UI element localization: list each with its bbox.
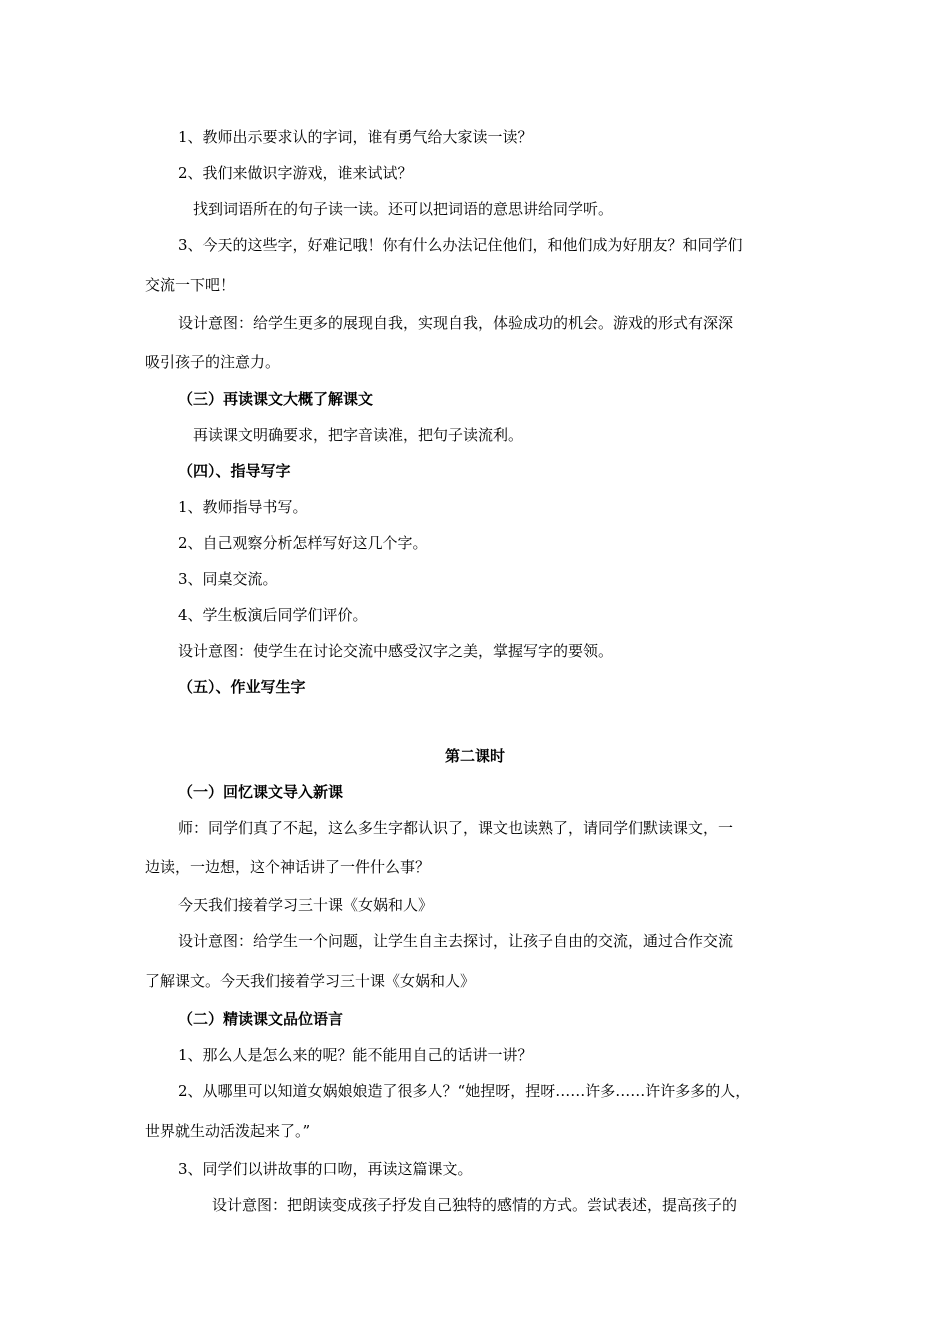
paragraph-line: 2、自己观察分析怎样写好这几个字。 bbox=[178, 534, 428, 552]
paragraph-line: 今天我们接着学习三十课《女娲和人》 bbox=[178, 896, 434, 914]
paragraph-line: 3、同学们以讲故事的口吻，再读这篇课文。 bbox=[178, 1160, 473, 1178]
paragraph-line: 3、今天的这些字，好难记哦！你有什么办法记住他们，和他们成为好朋友？和同学们 bbox=[178, 236, 743, 254]
paragraph-line: 4、学生板演后同学们评价。 bbox=[178, 606, 368, 624]
paragraph-line: 2、我们来做识字游戏，谁来试试？ bbox=[178, 164, 413, 182]
paragraph-line: 设计意图：使学生在讨论交流中感受汉字之美，掌握写字的要领。 bbox=[178, 642, 614, 660]
paragraph-line: 3、同桌交流。 bbox=[178, 570, 278, 588]
paragraph-line: 2、从哪里可以知道女娲娘娘造了很多人？“她捏呀，捏呀……许多……许许多多的人， bbox=[178, 1082, 751, 1100]
paragraph-line: 设计意图：给学生更多的展现自我，实现自我，体验成功的机会。游戏的形式有深深 bbox=[178, 314, 734, 332]
section-heading: （三）再读课文大概了解课文 bbox=[178, 390, 374, 408]
section-heading: （一）回忆课文导入新课 bbox=[178, 783, 344, 801]
paragraph-line: 1、教师指导书写。 bbox=[178, 498, 308, 516]
section-heading: （四）、指导写字 bbox=[178, 462, 291, 480]
paragraph-line: 1、那么人是怎么来的呢？能不能用自己的话讲一讲？ bbox=[178, 1046, 533, 1064]
paragraph-line: 交流一下吧！ bbox=[145, 276, 236, 294]
paragraph-line: 设计意图：把朗读变成孩子抒发自己独特的感情的方式。尝试表述，提高孩子的 bbox=[212, 1196, 738, 1214]
paragraph-line: 师：同学们真了不起，这么多生字都认识了，课文也读熟了，请同学们默读课文，一 bbox=[178, 819, 734, 837]
paragraph-line: 找到词语所在的句子读一读。还可以把词语的意思讲给同学听。 bbox=[193, 200, 614, 218]
paragraph-line: 1、教师出示要求认的字词，谁有勇气给大家读一读？ bbox=[178, 128, 533, 146]
paragraph-line: 边读，一边想，这个神话讲了一件什么事？ bbox=[145, 858, 431, 876]
paragraph-line: 设计意图：给学生一个问题，让学生自主去探讨，让孩子自由的交流，通过合作交流 bbox=[178, 932, 734, 950]
paragraph-line: 吸引孩子的注意力。 bbox=[145, 353, 281, 371]
paragraph-line: 世界就生动活泼起来了。” bbox=[145, 1122, 311, 1140]
lesson-title: 第二课时 bbox=[444, 747, 505, 765]
section-heading: （五）、作业写生字 bbox=[178, 678, 306, 696]
section-heading: （二）精读课文品位语言 bbox=[178, 1010, 344, 1028]
paragraph-line: 再读课文明确要求，把字音读准，把句子读流利。 bbox=[193, 426, 524, 444]
paragraph-line: 了解课文。今天我们接着学习三十课《女娲和人》 bbox=[145, 972, 476, 990]
